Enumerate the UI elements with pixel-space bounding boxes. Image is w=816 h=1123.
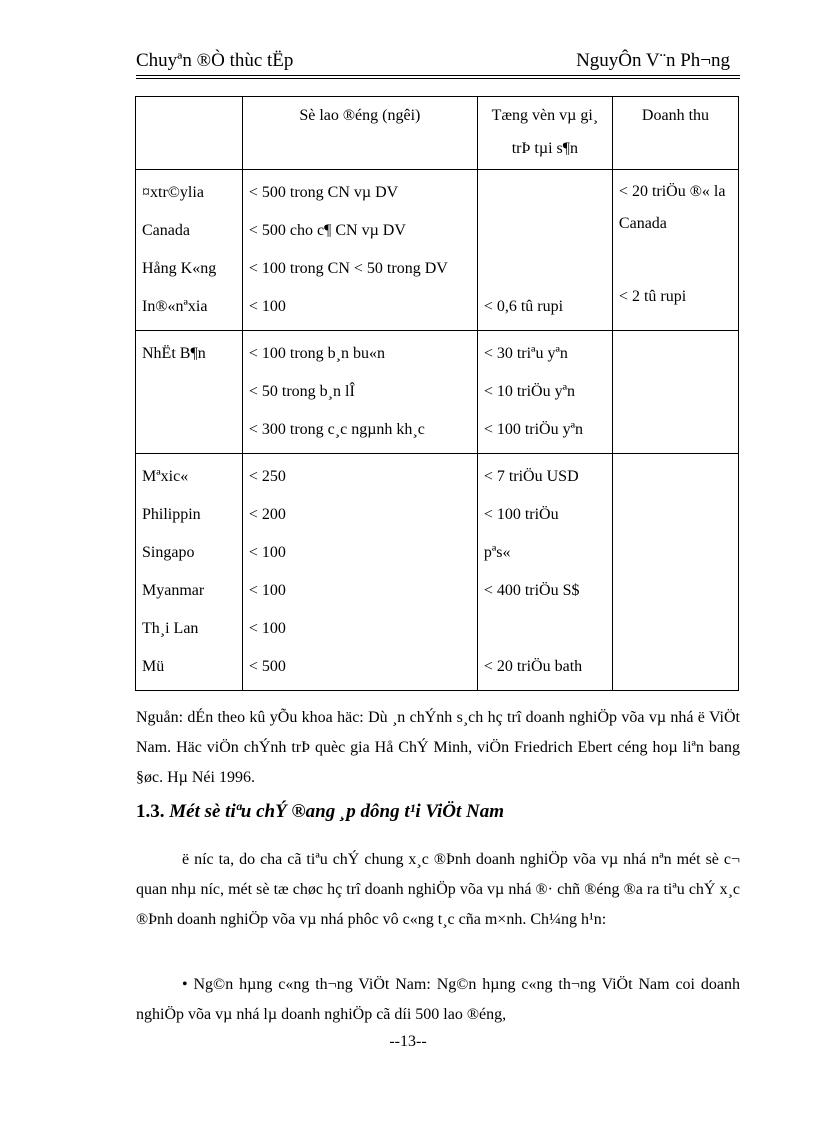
country-cell: [136, 331, 243, 454]
capital-value: pªs«: [483, 544, 511, 561]
labor-value: < 300 trong c¸c ngµnh kh¸c: [248, 421, 425, 438]
capital-value: < 7 triÖu USD: [483, 468, 579, 485]
source-note: Nguån: dÉn theo kû yÕu khoa häc: Dù ¸n chÝnh s¸ch hç trî doanh nghiÖp võa vµ nhá ë ViÖt Nam. Häc viÖn chÝnh trÞ quèc gia Hå ChÝ Minh, viÖn Friedrich Ebert céng hoµ liªn bang §øc. Hµ Néi 1996.: [136, 709, 740, 786]
table-header-cell: Tæng vèn vµ gi¸ trÞ tµi s¶n: [477, 97, 612, 170]
labor-value: < 250: [248, 468, 286, 485]
country-name: Hång K«ng: [142, 260, 217, 277]
header-rule: [136, 75, 740, 76]
header-title: Chuyªn ®Ò thùc tËp: [136, 50, 294, 71]
revenue-cell: [612, 454, 738, 691]
country-cell: [136, 170, 243, 331]
capital-value: < 400 triÖu S$: [483, 582, 580, 599]
labor-value: < 200: [248, 506, 286, 523]
section-number: 1.3.: [136, 801, 165, 822]
table-header-cell: [136, 97, 243, 170]
country-name: In®«nªxia: [142, 298, 208, 315]
capital-value: < 100 triÖu yªn: [483, 421, 584, 438]
country-name: Philippin: [142, 506, 201, 523]
labor-value: < 50 trong b¸n lÎ: [248, 383, 355, 400]
capital-cell: [477, 454, 612, 691]
header-rule-thin: [136, 78, 740, 79]
country-name: Mªxic«: [142, 468, 189, 485]
capital-cell: [477, 170, 612, 331]
labor-value: < 500 cho c¶ CN vµ DV: [248, 222, 406, 239]
table-header-cell: Sè lao ®éng (ngêi): [242, 97, 477, 170]
capital-value: < 0,6 tû rupi: [483, 298, 564, 315]
table-row: [136, 170, 739, 331]
revenue-value: < 20 triÖu ®« la Canada: [618, 183, 726, 232]
country-name: Canada: [142, 222, 190, 239]
capital-value: < 10 triÖu yªn: [483, 383, 576, 400]
section-title: Mét sè tiªu chÝ ®ang ¸p dông t¹i ViÖt Nam: [169, 801, 505, 822]
capital-value: < 20 triÖu bath: [483, 658, 583, 675]
table-row: [136, 454, 739, 691]
capital-cell: [477, 331, 612, 454]
capital-value: < 100 triÖu: [483, 506, 559, 523]
capital-value: < 30 triªu yªn: [483, 345, 568, 362]
table-header-row: [136, 97, 739, 170]
labor-value: < 100 trong b¸n bu«n: [248, 345, 385, 362]
table-row: [136, 331, 739, 454]
sme-criteria-table: [135, 96, 739, 691]
revenue-value: < 2 tû rupi: [618, 288, 687, 305]
country-name: NhËt B¶n: [142, 345, 206, 362]
labor-value: < 100: [248, 620, 286, 637]
table-header-cell: Doanh thu: [612, 97, 738, 170]
country-name: ¤xtr©ylia: [142, 184, 204, 201]
labor-value: < 100 trong CN < 50 trong DV: [248, 260, 448, 277]
page-header: [136, 50, 740, 74]
country-name: Myanmar: [142, 582, 205, 599]
revenue-cell: [612, 331, 738, 454]
labor-value: < 100: [248, 544, 286, 561]
labor-cell: [242, 170, 477, 331]
body-paragraph: ë níc ta, do cha cã tiªu chÝ chung x¸c ®Þnh doanh nghiÖp võa vµ nhá nªn mét sè c¬ quan nhµ níc, mét sè tæ chøc hç trî doanh nghiÖp võa vµ nhá ®· chñ ®éng ®a ra tiªu chÝ x¸c ®Þnh doanh nghiÖp võa vµ nhá phôc vô c«ng t¸c cña m×nh. Ch¼ng h¹n:: [136, 851, 740, 928]
bullet-paragraph: • Ng©n hµng c«ng th¬ng ViÖt Nam: Ng©n hµng c«ng th¬ng ViÖt Nam coi doanh nghiÖp võa vµ nhá lµ doanh nghiÖp cã díi 500 lao ®éng,: [136, 976, 740, 1023]
revenue-cell: [612, 170, 738, 331]
section-heading: [136, 801, 740, 823]
page-number: --13--: [389, 1033, 427, 1050]
header-author: NguyÔn V¨n Ph¬ng: [576, 50, 730, 71]
labor-value: < 100: [248, 582, 286, 599]
labor-value: < 500: [248, 658, 286, 675]
labor-value: < 500 trong CN vµ DV: [248, 184, 399, 201]
labor-cell: [242, 331, 477, 454]
labor-cell: [242, 454, 477, 691]
country-name: Singapo: [142, 544, 195, 561]
country-name: Mü: [142, 658, 165, 675]
country-name: Th¸i Lan: [142, 620, 199, 637]
labor-value: < 100: [248, 298, 286, 315]
country-cell: [136, 454, 243, 691]
